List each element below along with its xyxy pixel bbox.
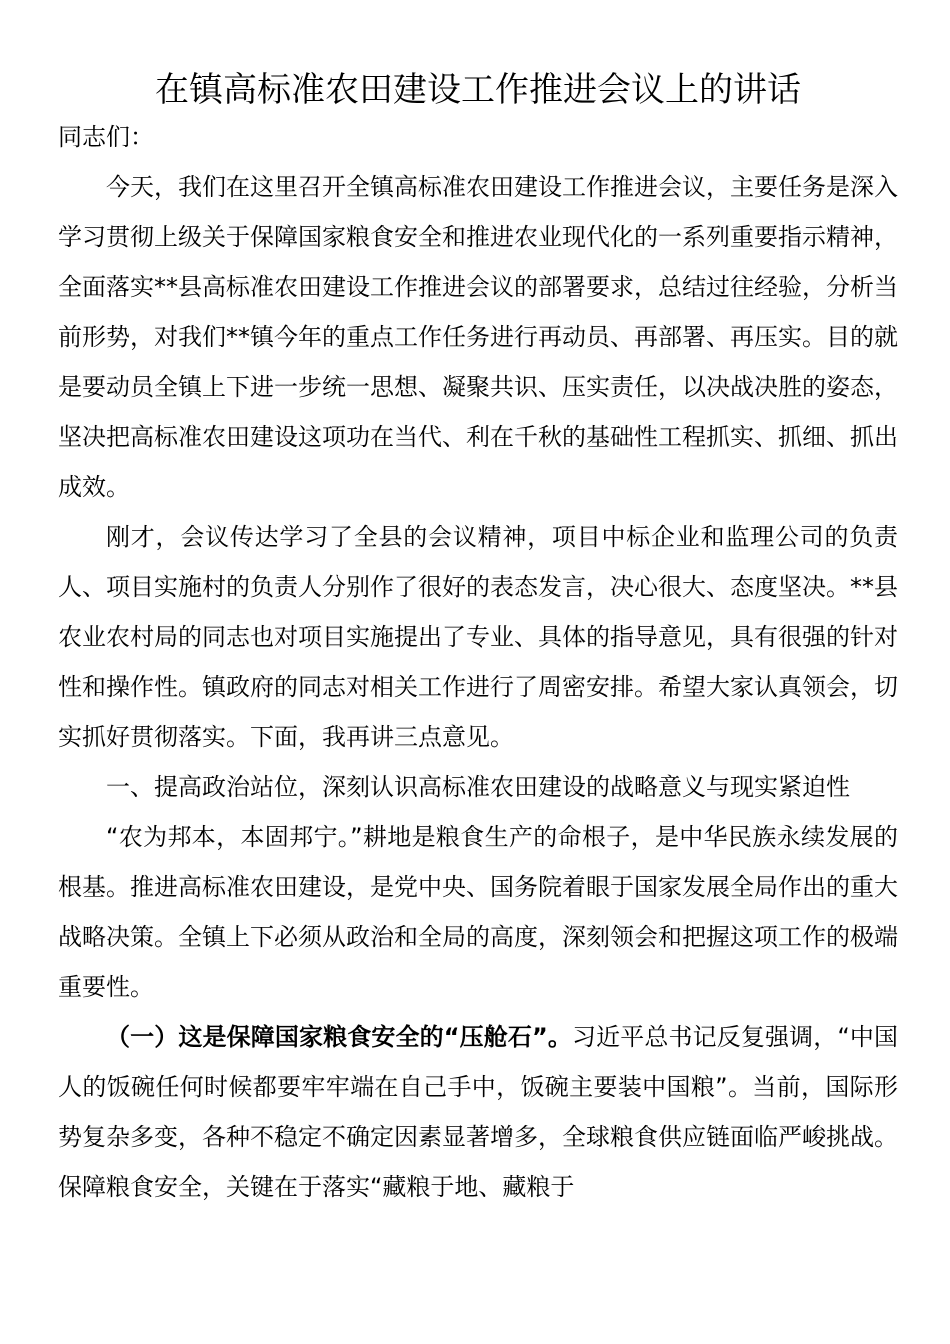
paragraph-text: 今天，我们在这里召开全镇高标准农田建设工作推进会议，主要任务是深入学习贯彻上级关于保障国家粮食安全和推进农业现代化的一系列重要指示精神，全面落实**县高标准农田建设工作推进会议的部署要求，总结过往经验，分析当前形势，对我们**镇今年的重点工作任务进行再动员、再部署、再压实。目的就是要动员全镇上下进一步统一思想、凝聚共识、压实责任，以决战决胜的姿态，坚决把高标准农田建设这项功在当代、利在千秋的基础性工程抓实、抓细、抓出成效。 [58, 173, 898, 501]
paragraph-text: 一、提高政治站位，深刻认识高标准农田建设的战略意义与现实紧迫性 [106, 773, 850, 801]
paragraph-text: 习近平总书记反复强调，“中国人的饭碗任何时候都要牢牢端在自己手中，饭碗主要装中国粮”。当前，国际形势复杂多变，各种不稳定不确定因素显著增多，全球粮食供应链面临严峻挑战。保障粮食安全，关键在于落实“藏粮于地、藏粮于 [58, 1023, 898, 1201]
salutation: 同志们： [58, 123, 154, 151]
paragraph-food-security [58, 1012, 898, 1212]
paragraph-text: “农为邦本，本固邦宁。”耕地是粮食生产的命根子，是中华民族永续发展的根基。推进高标准农田建设，是党中央、国务院着眼于国家发展全局作出的重大战略决策。全镇上下必须从政治和全局的高度，深刻领会和把握这项工作的极端重要性。 [58, 823, 898, 1001]
document-page [58, 62, 898, 1212]
paragraph-intro [58, 162, 898, 512]
paragraph-lead: （一）这是保障国家粮食安全的“压舱石”。 [106, 1023, 572, 1051]
section-heading-1 [58, 762, 898, 812]
paragraph-meeting-summary [58, 512, 898, 762]
paragraph-text: 刚才，会议传达学习了全县的会议精神，项目中标企业和监理公司的负责人、项目实施村的负责人分别作了很好的表态发言，决心很大、态度坚决。**县农业农村局的同志也对项目实施提出了专业、具体的指导意见，具有很强的针对性和操作性。镇政府的同志对相关工作进行了周密安排。希望大家认真领会，切实抓好贯彻落实。下面，我再讲三点意见。 [58, 523, 898, 751]
document-title: 在镇高标准农田建设工作推进会议上的讲话 [155, 70, 801, 110]
paragraph-importance [58, 812, 898, 1012]
